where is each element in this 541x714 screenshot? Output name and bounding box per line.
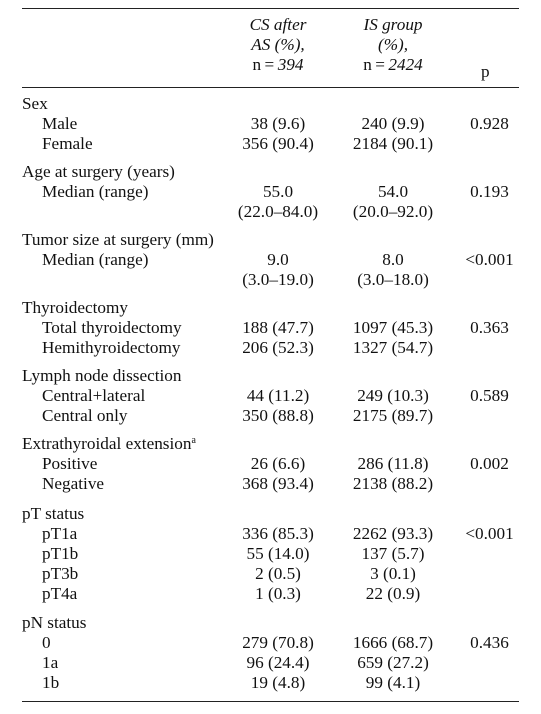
header-cs-line2: AS (%), [251, 35, 305, 54]
cs-value: 368 (93.4) [242, 474, 314, 493]
is-value: 1327 (54.7) [352, 338, 434, 357]
row-label: pT3b [42, 564, 79, 583]
is-value: (3.0–18.0) [357, 270, 429, 289]
cs-value: 1 (0.3) [255, 584, 301, 603]
cs-value: 55 (14.0) [246, 544, 310, 563]
row-label: Median (range) [42, 182, 149, 201]
p-value: 0.002 [470, 454, 509, 473]
row-label: Female [42, 134, 93, 153]
cs-value: 26 (6.6) [250, 454, 306, 473]
section-title-text: Extrathyroidal extension [22, 434, 192, 453]
is-value: 3 (0.1) [370, 564, 416, 583]
header-p: p [481, 62, 490, 81]
section-title: Thyroidectomy [22, 298, 128, 317]
header-is-line1: IS group [363, 15, 423, 34]
is-value: 1666 (68.7) [352, 633, 434, 652]
top-rule [22, 8, 519, 9]
row-label: Male [42, 114, 78, 133]
is-value: 8.0 [382, 250, 404, 269]
section-title: Tumor size at surgery (mm) [22, 230, 214, 249]
is-value: 137 (5.7) [361, 544, 425, 563]
row-label: Negative [42, 474, 105, 493]
cs-value: 55.0 [262, 182, 294, 201]
row-label: Central only [42, 406, 128, 425]
p-value: 0.589 [470, 386, 509, 405]
is-value: 286 (11.8) [357, 454, 429, 473]
is-value: 2262 (93.3) [352, 524, 434, 543]
row-label: pT1a [42, 524, 78, 543]
cs-value: 44 (11.2) [246, 386, 310, 405]
cs-value: 9.0 [267, 250, 289, 269]
header-cs-line1: CS after [249, 15, 307, 34]
p-value: <0.001 [465, 524, 514, 543]
cs-value: 206 (52.3) [242, 338, 314, 357]
is-value: (20.0–92.0) [352, 202, 434, 221]
row-label: 1a [42, 653, 59, 672]
bottom-rule [22, 701, 519, 702]
cs-value: 356 (90.4) [242, 134, 314, 153]
p-value: 0.193 [470, 182, 509, 201]
cs-value: (3.0–19.0) [242, 270, 314, 289]
row-label: Positive [42, 454, 98, 473]
cs-value: 2 (0.5) [255, 564, 301, 583]
section-title: pT status [22, 504, 85, 523]
cs-value: 279 (70.8) [242, 633, 314, 652]
cs-value: 350 (88.8) [242, 406, 314, 425]
cs-value: 96 (24.4) [246, 653, 310, 672]
row-label: Median (range) [42, 250, 149, 269]
is-value: 240 (9.9) [361, 114, 425, 133]
is-value: 22 (0.9) [365, 584, 421, 603]
section-title: pN status [22, 613, 87, 632]
header-is-line2: (%), [377, 35, 409, 54]
cs-value: 19 (4.8) [250, 673, 306, 692]
cs-value: (22.0–84.0) [237, 202, 319, 221]
row-label: Hemithyroidectomy [42, 338, 181, 357]
row-label: pT4a [42, 584, 78, 603]
p-value: <0.001 [465, 250, 514, 269]
is-value: 2138 (88.2) [352, 474, 434, 493]
header-cs-line3: n = 394 [252, 55, 304, 74]
is-value: 659 (27.2) [357, 653, 429, 672]
row-label: Central+lateral [42, 386, 146, 405]
is-value: 2175 (89.7) [352, 406, 434, 425]
section-title: Lymph node dissection [22, 366, 182, 385]
row-label: pT1b [42, 544, 79, 563]
header-is-line3: n = 2424 [363, 55, 423, 74]
section-title: Sex [22, 94, 48, 113]
p-value: 0.928 [470, 114, 509, 133]
row-label: Total thyroidectomy [42, 318, 182, 337]
footnote-marker: a [191, 435, 196, 446]
cs-value: 188 (47.7) [242, 318, 314, 337]
cs-value: 336 (85.3) [242, 524, 314, 543]
p-value: 0.436 [470, 633, 509, 652]
cs-value: 38 (9.6) [250, 114, 306, 133]
is-value: 249 (10.3) [357, 386, 429, 405]
row-label: 0 [42, 633, 51, 652]
is-value: 54.0 [377, 182, 409, 201]
p-value: 0.363 [470, 318, 509, 337]
is-value: 2184 (90.1) [352, 134, 434, 153]
section-title: Age at surgery (years) [22, 162, 175, 181]
row-label: 1b [42, 673, 60, 692]
header-rule [22, 87, 519, 88]
is-value: 1097 (45.3) [352, 318, 434, 337]
is-value: 99 (4.1) [365, 673, 421, 692]
